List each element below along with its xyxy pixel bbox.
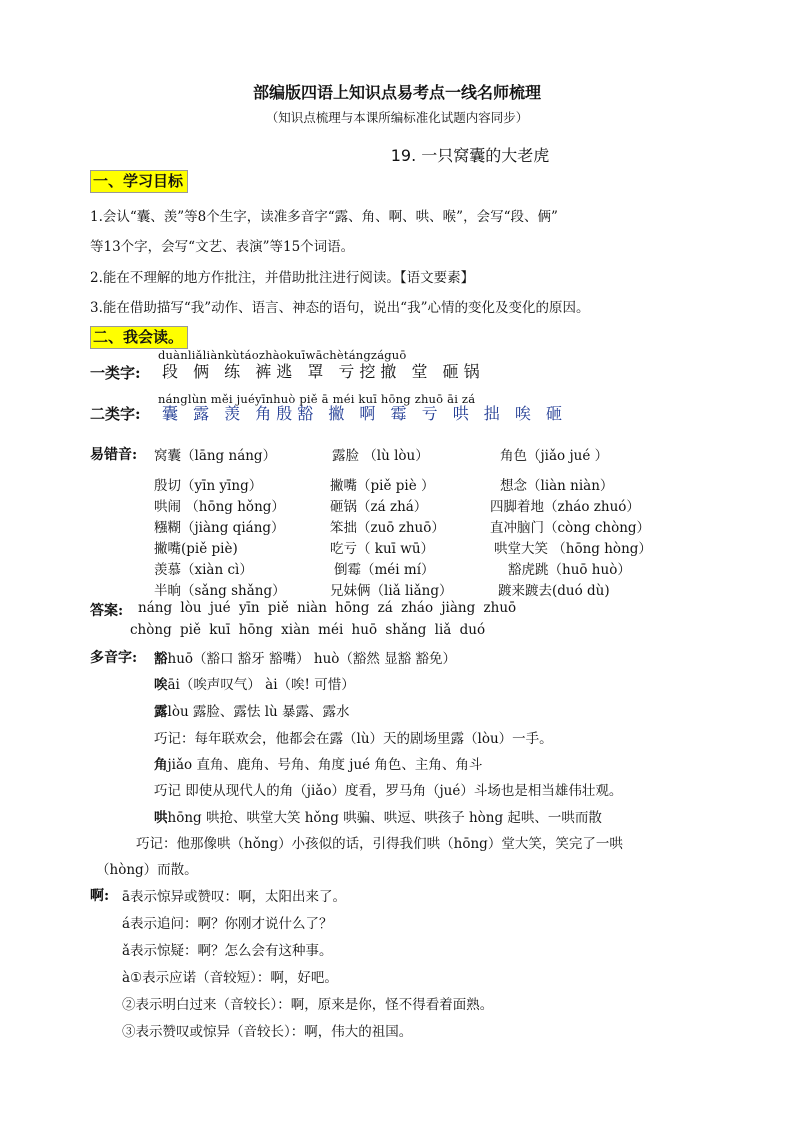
error-cell: 踱来踱去(duó dù) [498,583,610,599]
class1-label: 一类字: [90,364,141,382]
polyphone-entry: 露lòu 露脸、露怯 lù 暴露、露水 [154,704,350,720]
answer-line: náng lòu jué yīn piě niàn hōng zá zháo jiàng zhuō [138,600,517,616]
document-subtitle: （知识点梳理与本课所编标准化试题内容同步） [265,110,529,125]
a-line: ②表示明白过来（音较长）：啊，原来是你，怪不得看着面熟。 [122,997,494,1013]
error-cell: 笨拙（zuō zhuō） [330,520,445,536]
polyphone-entry: 哄hōng 哄抢、哄堂大笑 hǒng 哄骗、哄逗、哄孩子 hòng 起哄、一哄而散 [154,810,602,826]
error-cell: 殷切（yīn yīng） [154,478,263,494]
error-cell: 兄妹俩（liǎ liǎng） [330,583,453,599]
error-cell: 砸锅（zá zhá） [330,499,428,515]
error-cell: 直冲脑门（còng chòng） [490,520,651,536]
mnemonic-line: （hòng）而散。 [96,862,198,878]
polyphone-entry: 豁huō（豁口 豁牙 豁嘴） huò（豁然 显豁 豁免） [154,651,456,667]
goal-line: 3.能在借助描写“我”动作、语言、神态的语句，说出“我”心情的变化及变化的原因。 [90,300,590,316]
class2-label: 二类字: [90,405,141,423]
error-cell: 羡慕（xiàn cì） [154,562,253,578]
goal-line: 1.会认“囊、羡”等8个生字，读准多音字“露、角、啊、哄、喉”，会写“段、俩” [90,209,558,225]
answer-line: chòng piě kuī hōng xiàn méi huō shǎng liǎ duó [130,622,486,638]
error-cell: 哄堂大笑 （hōng hòng） [494,541,652,557]
a-line: ǎ表示惊疑：啊？怎么会有这种事。 [122,943,333,959]
error-cell: 糨糊（jiàng qiáng） [154,520,285,536]
error-label: 易错音: [90,447,138,463]
class2-chars: 囊 露 羡 角殷豁 撇 啊 霉 亏 哄 拙 唉 砸 [162,404,567,423]
error-cell: 豁虎跳（huō huò） [508,562,631,578]
error-cell: 吃亏（ kuī wū） [330,541,435,557]
a-line: á表示追问：啊？你刚才说什么了？ [122,916,333,932]
mnemonic-line: 巧记：他那像哄（hǒng）小孩似的话，引得我们哄（hōng）堂大笑，笑完了一哄 [136,836,623,852]
answer-label: 答案: [90,603,124,619]
class1-pinyin: duànliǎliànkùtáozhàokuīwāchètángzáguō [158,348,407,362]
polyphone-label: 多音字: [90,650,138,666]
error-cell: 半晌（sǎng shǎng） [154,583,286,599]
error-cell: 撇嘴（piě piè ） [330,478,435,494]
mnemonic-line: 巧记：每年联欢会，他都会在露（lù）天的剧场里露（lòu）一手。 [154,731,553,747]
error-cell: 窝囊（lāng náng） [154,448,277,464]
class2-pinyin: nánglùn měi juéyīnhuò piě ā méi kuī hōng zhuō āi zá [158,392,476,406]
class1-chars: 段 俩 练 裤逃 罩 亏挖撤 堂 砸锅 [162,362,485,381]
error-cell: 四脚着地（zháo zhuó） [490,499,640,515]
error-cell: 想念（liàn niàn） [500,478,614,494]
error-cell: 露脸 （lù lòu） [332,448,429,464]
section-heading-read: 二、我会读。 [90,326,188,347]
a-line: à①表示应诺（音较短）：啊，好吧。 [122,970,338,986]
error-cell: 撇嘴(piě piè) [154,541,238,557]
goal-line: 等13个字，会写“文艺、表演”等15个词语。 [90,239,355,255]
lesson-title: 19. 一只窝囊的大老虎 [390,146,550,165]
a-line: ③表示赞叹或惊异（音较长）：啊，伟大的祖国。 [122,1024,413,1040]
goal-line: 2.能在不理解的地方作批注，并借助批注进行阅读。【语文要素】 [90,270,475,286]
polyphone-entry: 唉āi（唉声叹气） ài（唉! 可惜） [154,677,355,693]
error-cell: 哄闹 （hōng hǒng） [154,499,285,515]
error-cell: 角色（jiǎo jué ） [500,448,609,464]
polyphone-entry: 角jiǎo 直角、鹿角、号角、角度 jué 角色、主角、角斗 [154,757,483,773]
mnemonic-line: 巧记 即使从现代人的角（jiǎo）度看，罗马角（jué）斗场也是相当雄伟壮观。 [154,783,623,799]
a-label: 啊: [90,888,110,904]
error-cell: 倒霉（méi mí） [334,562,435,578]
a-line: ā表示惊异或赞叹：啊，太阳出来了。 [122,889,347,905]
section-heading-goals: 一、学习目标 [90,170,188,191]
document-title: 部编版四语上知识点易考点一线名师梳理 [252,83,541,102]
